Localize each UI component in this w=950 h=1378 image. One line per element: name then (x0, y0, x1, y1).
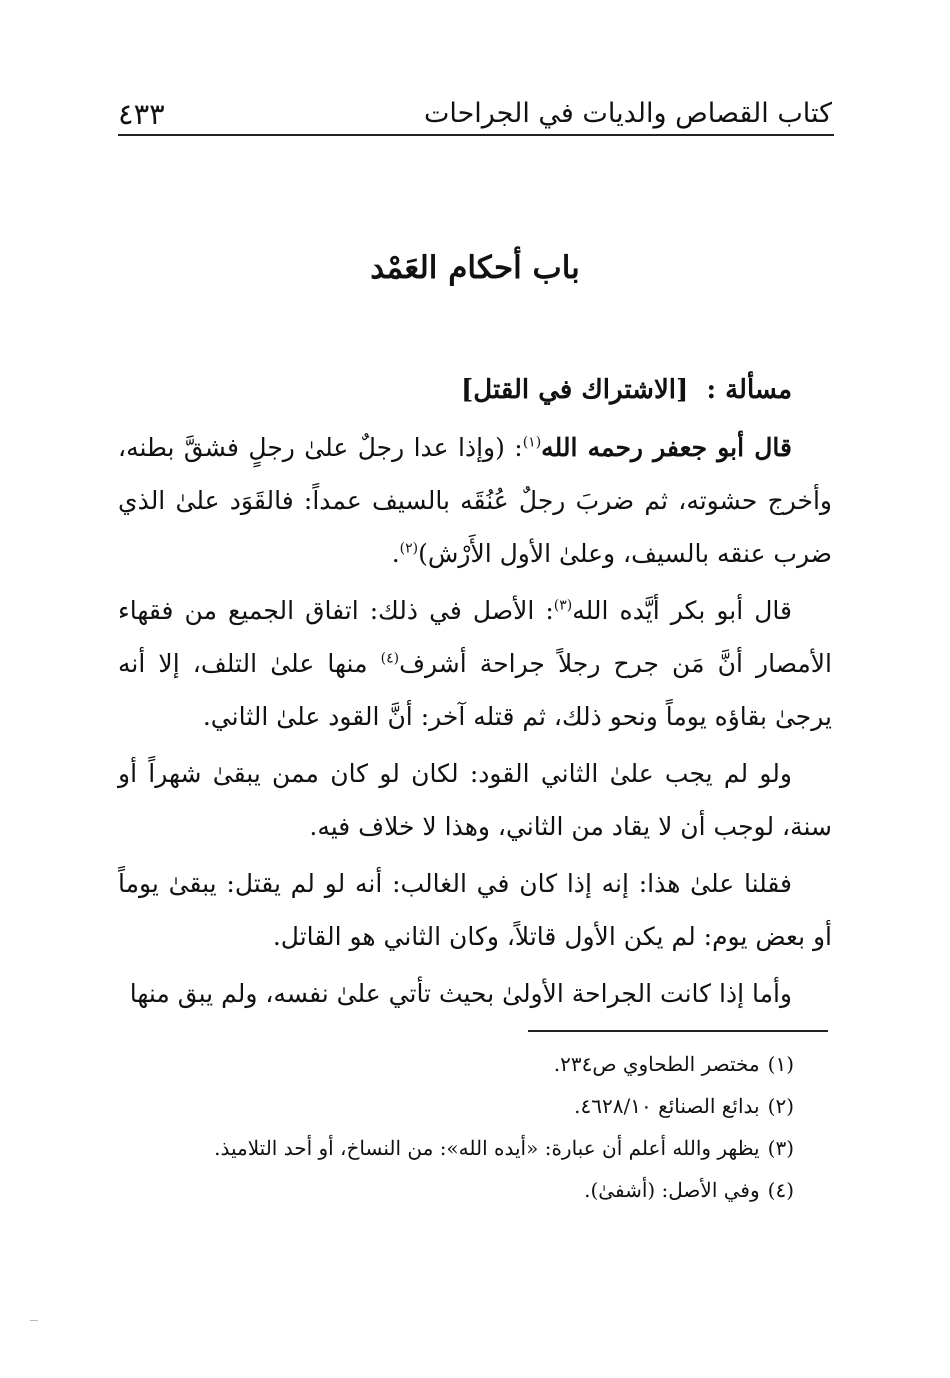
footnote-divider (528, 1030, 828, 1032)
paragraph-1-end: . (391, 539, 400, 568)
running-title: كتاب القصاص والديات في الجراحات (423, 98, 832, 129)
page-number: ٤٣٣ (118, 97, 165, 131)
scan-mark (30, 1320, 38, 1321)
speaker-abu-jafar: قال أبو جعفر رحمه الله (541, 433, 792, 462)
issue-label: مسألة : (706, 375, 792, 405)
paragraph-2-closing: منها علىٰ التلف، إلا أنه يرجىٰ بقاؤه يوماً ونحو ذلك، ثم قتله آخر: أنَّ القود علىٰ الثاني. (118, 649, 832, 731)
paragraph-5: وأما إذا كانت الجراحة الأولىٰ بحيث تأتي علىٰ نفسه، ولم يبق منها (129, 979, 792, 1008)
footnote-number: (٢) (767, 1094, 794, 1118)
running-header (118, 88, 832, 134)
footnote-ref-3: (٣) (553, 597, 573, 614)
header-divider (118, 134, 834, 136)
paragraph-3: ولو لم يجب علىٰ الثاني القود: لكان لو كان ممن يبقىٰ شهراً أو سنة، لوجب أن لا يقاد من الثاني، وهذا لا خلاف فيه. (118, 759, 832, 841)
issue-title: [الاشتراك في القتل] (461, 375, 689, 405)
footnote-4 (118, 1169, 794, 1211)
footnote-ref-4: (٤) (380, 650, 400, 667)
footnotes (118, 1043, 794, 1211)
footnote-text: بدائع الصنائع ٤٦٢٨/١٠. (574, 1094, 760, 1118)
paragraph-2 (118, 584, 832, 743)
footnote-3 (118, 1127, 794, 1169)
footnote-ref-2: (٢) (399, 540, 419, 557)
paragraph-4: فقلنا علىٰ هذا: إنه إذا كان في الغالب: أنه لو لم يقتل: يبقىٰ يوماً أو بعض يوم: لم يكن الأول قاتلاً، وكان الثاني هو القاتل. (118, 869, 832, 951)
footnote-2 (118, 1085, 794, 1127)
footnote-number: (١) (767, 1052, 794, 1076)
paragraph-1-text: : (وإذا عدا رجلٌ علىٰ رجلٍ فشقَّ بطنه، وأخرج حشوته، ثم ضربَ رجلٌ عُنُقَه بالسيف عمداً: فالقَوَد علىٰ الذي ضرب عنقه بالسيف، وعلىٰ الأول الأَرْش) (118, 433, 832, 568)
paragraph-2-opening: قال أبو بكر أيَّده الله (572, 596, 792, 625)
paragraph-1 (118, 421, 832, 580)
footnote-text: يظهر والله أعلم أن عبارة: «أيده الله»: من النساخ، أو أحد التلاميذ. (214, 1136, 760, 1160)
footnote-text: وفي الأصل: (أشفىٰ). (584, 1178, 760, 1202)
main-text (118, 364, 832, 1024)
footnote-text: مختصر الطحاوي ص٢٣٤. (553, 1052, 760, 1076)
footnote-number: (٣) (767, 1136, 794, 1160)
issue-heading (118, 364, 832, 417)
footnote-1 (118, 1043, 794, 1085)
footnote-number: (٤) (767, 1178, 794, 1202)
chapter-title: باب أحكام العَمْد (370, 250, 580, 286)
footnote-ref-1: (١) (522, 434, 542, 451)
paragraph-2-middle: : الأصل في ذلك: اتفاق الجميع من فقهاء الأمصار أنَّ مَن جرح رجلاً جراحة أشرف (118, 596, 833, 678)
